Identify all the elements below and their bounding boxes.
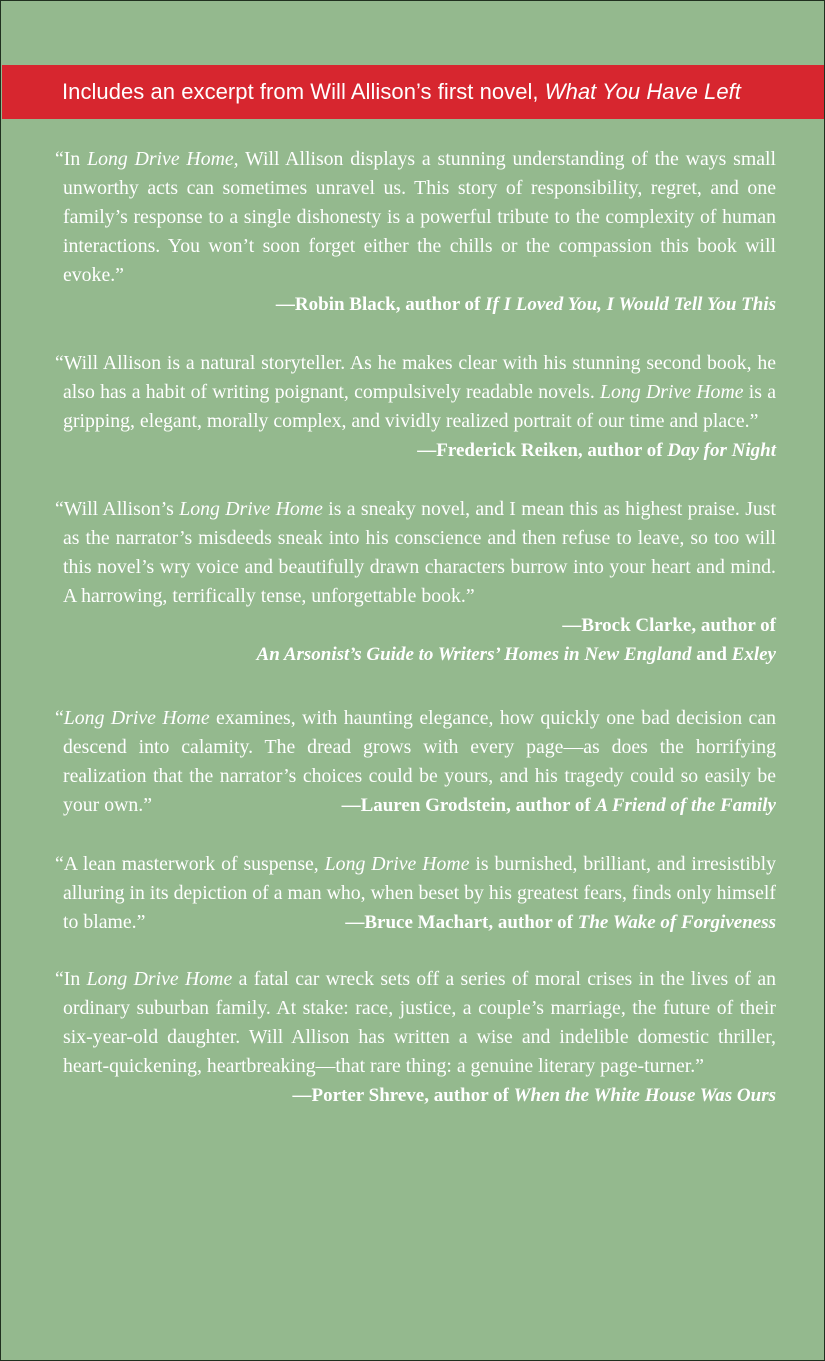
quote-open: “Will Allison’s [55, 498, 180, 520]
quote-open: “In [55, 968, 87, 990]
blurb-attribution [292, 1081, 777, 1110]
blurb-quote [48, 850, 776, 937]
attribution-author: —Lauren Grodstein, author of [341, 795, 596, 816]
book-title: Long Drive Home [63, 707, 210, 729]
attribution-author: —Porter Shreve, author of [292, 1085, 514, 1106]
blurb-attribution [48, 290, 776, 319]
quote-text: is burnished, brilliant, and irresistibly alluring in its depiction of a man who, when beset by his greatest fears, finds only himself to blame.” [63, 853, 776, 933]
quote-text-continued: is a gripping, elegant, morally complex, and vividly realized portrait of our time and place.” [63, 381, 776, 432]
attribution-title: If I Loved You, I Would Tell You This [485, 294, 776, 315]
book-title: Long Drive Home [600, 381, 744, 403]
book-title: Long Drive Home [86, 968, 233, 990]
blurb-attribution [345, 908, 776, 937]
banner-novel-title: What You Have Left [544, 79, 741, 104]
attribution-author: —Brock Clarke, author of [562, 615, 776, 636]
blurb-robin-black [48, 145, 776, 319]
blurb-quote [48, 965, 776, 1106]
attribution-and: and [691, 644, 732, 665]
attribution-author: —Robin Black, author of [275, 294, 486, 315]
attribution-author: —Frederick Reiken, author of [417, 440, 668, 461]
book-title: Long Drive Home [179, 498, 323, 520]
quote-text: examines, with haunting elegance, how quickly one bad decision can descend into calamity. The dread grows with every page—as does the horrifying realization that the narrator’s choices could be yours, and his tragedy could so easily be your own.” [63, 707, 776, 816]
attribution-author: —Bruce Machart, author of [345, 912, 578, 933]
blurb-quote [48, 145, 776, 290]
blurb-lauren-grodstein [48, 704, 776, 820]
blurb-bruce-machart [48, 850, 776, 937]
blurb-brock-clarke [48, 495, 776, 669]
blurb-porter-shreve [48, 965, 776, 1110]
book-title: Long Drive Home [324, 853, 470, 875]
quote-text: a fatal car wreck sets off a series of moral crises in the lives of an ordinary suburban family. At stake: race, justice, a couple’s marriage, the future of their six-year-old daughter. Will Allison has written a wise and indelible domestic thriller, heart-quickening, heartbreaking—that rare thing: a genuine literary page-turner.” [63, 968, 776, 1077]
attribution-title: When the White House Was Ours [513, 1085, 776, 1106]
attribution-title: The Wake of Forgiveness [577, 912, 776, 933]
blurb-attribution [341, 791, 776, 820]
quote-text: is a sneaky novel, and I mean this as highest praise. Just as the narrator’s misdeeds sneak into his conscience and then refuse to leave, so too will this novel’s wry voice and beautifully drawn characters burrow into your heart and mind. A harrowing, terrifically tense, unforgettable book.” [63, 498, 776, 607]
blurb-attribution [48, 611, 776, 640]
blurb-attribution-books [48, 640, 776, 669]
excerpt-banner [2, 65, 824, 119]
book-title: Long Drive Home, [87, 148, 239, 170]
blurb-quote [48, 704, 776, 820]
quote-open: “A lean masterwork of suspense, [55, 853, 325, 875]
attribution-title: Day for Night [667, 440, 776, 461]
blurb-frederick-reiken [48, 349, 776, 465]
attribution-title-2: Exley [731, 644, 776, 665]
attribution-title: An Arsonist’s Guide to Writers’ Homes in New England [256, 644, 692, 665]
banner-label: Includes an excerpt from Will Allison’s first novel, [62, 79, 545, 104]
quote-text: Will Allison displays a stunning understanding of the ways small unworthy acts can sometimes unravel us. This story of responsibility, regret, and one family’s response to a single dishonesty is a powerful tribute to the complexity of human interactions. You won’t soon forget either the chills or the compassion this book will evoke.” [63, 148, 776, 286]
blurb-attribution [417, 436, 776, 465]
quote-text: “Will Allison is a natural storyteller. As he makes clear with his stunning second book, he also has a habit of writing poignant, compulsively readable novels. [55, 352, 776, 403]
blurb-quote [48, 349, 776, 461]
quote-open: “In [55, 148, 88, 170]
blurb-quote [48, 495, 776, 611]
attribution-title: A Friend of the Family [595, 795, 776, 816]
banner-text [62, 65, 741, 119]
quote-open: “ [55, 707, 64, 729]
